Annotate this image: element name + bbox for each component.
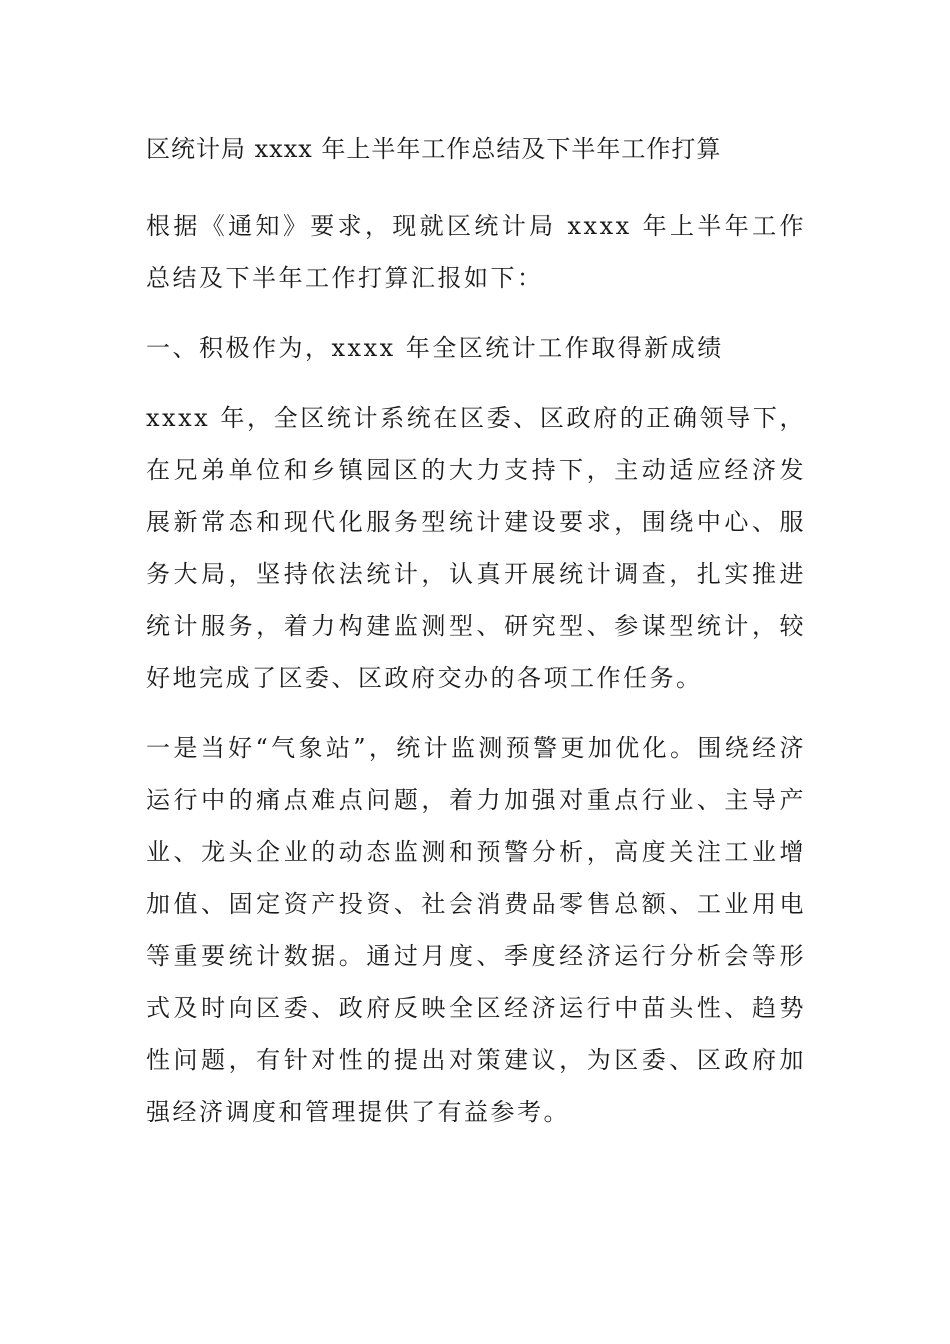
document-body [146, 128, 806, 1156]
section-paragraph: xxxx 年，全区统计系统在区委、区政府的正确领导下，在兄弟单位和乡镇园区的大力支持下，主动适应经济发展新常态和现代化服务型统计建设要求，围绕中心、服务大局，坚持依法统计，认真开展统计调查，扎实推进统计服务，着力构建监测型、研究型、参谋型统计，较好地完成了区委、区政府交办的各项工作任务。 [146, 404, 806, 692]
intro-paragraph: 根据《通知》要求，现就区统计局 xxxx 年上半年工作总结及下半年工作打算汇报如下： [146, 212, 806, 292]
point-paragraph: 一是当好“气象站”，统计监测预警更加优化。围绕经济运行中的痛点难点问题，着力加强对重点行业、主导产业、龙头企业的动态监测和预警分析，高度关注工业增加值、固定资产投资、社会消费品零售总额、工业用电等重要统计数据。通过月度、季度经济运行分析会等形式及时向区委、政府反映全区经济运行中苗头性、趋势性问题，有针对性的提出对策建议，为区委、区政府加强经济调度和管理提供了有益参考。 [146, 734, 806, 1126]
document-title: 区统计局 xxxx 年上半年工作总结及下半年工作打算 [146, 135, 722, 163]
section-heading: 一、积极作为，xxxx 年全区统计工作取得新成绩 [146, 334, 724, 362]
